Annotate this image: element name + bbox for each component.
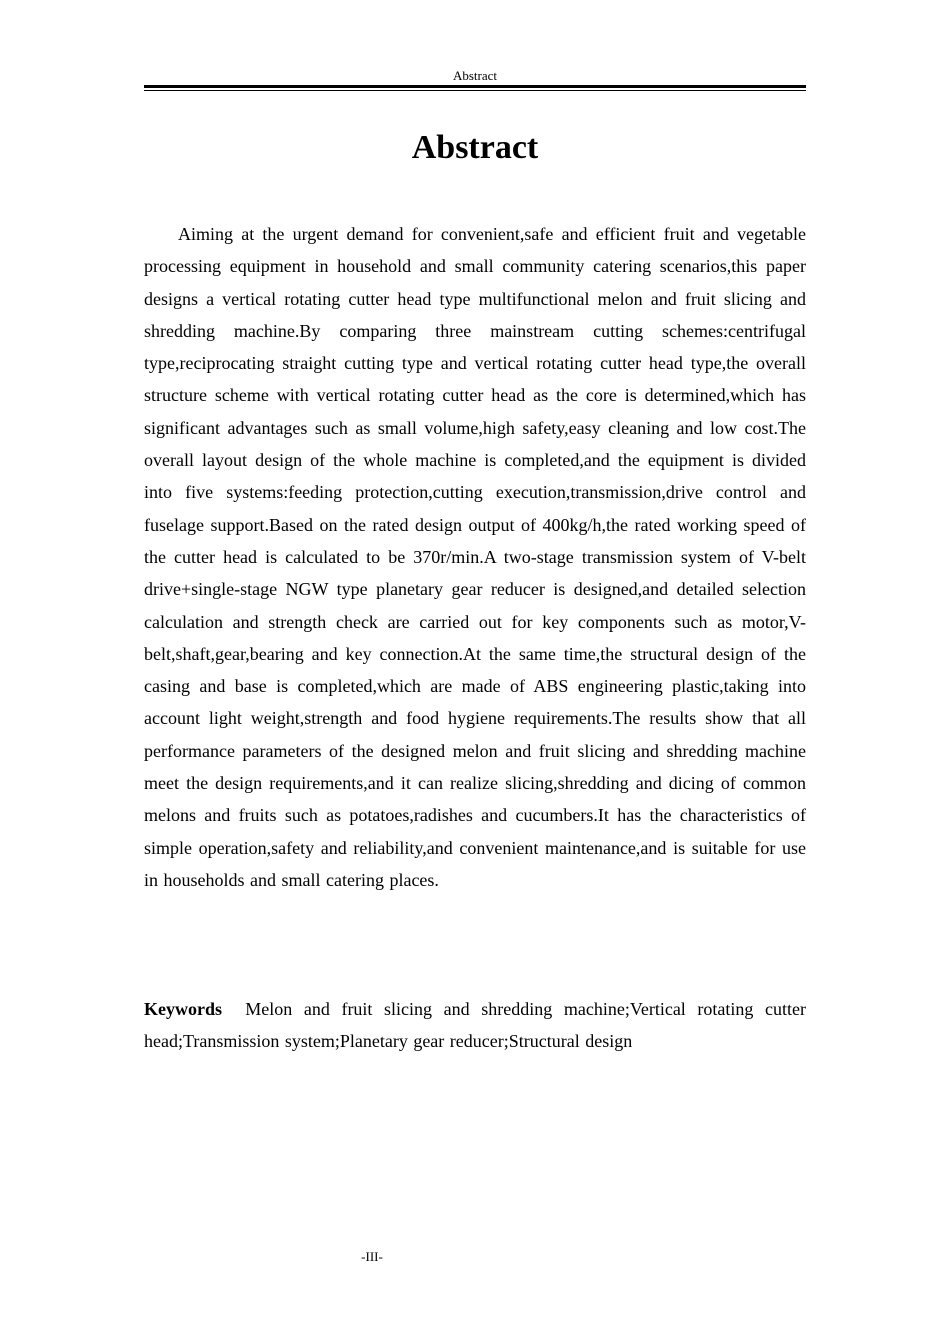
page-title: Abstract — [411, 129, 539, 166]
abstract-body: Aiming at the urgent demand for convenient,safe and efficient fruit and vegetable processing equipment in household and small community catering scenarios,this paper designs a vertical rotating cutter head type multifunctional melon and fruit slicing and shredding machine.By comparing three mainstream cutting schemes:centrifugal type,reciprocating straight cutting type and vertical rotating cutter head type,the overall structure scheme with vertical rotating cutter head as the core is determined,which has significant advantages such as small volume,high safety,easy cleaning and low cost.The overall layout design of the whole machine is completed,and the equipment is divided into five systems:feeding protection,cutting execution,transmission,drive control and fuselage support.Based on the rated design output of 400kg/h,the rated working speed of the cutter head is calculated to be 370r/min.A two-stage transmission system of V-belt drive+single-stage NGW type planetary gear reducer is designed,and detailed selection calculation and strength check are carried out for key components such as motor,V-belt,shaft,gear,bearing and key connection.At the same time,the structural design of the casing and base is completed,which are made of ABS engineering plastic,taking into account light weight,strength and food hygiene requirements.The results show that all performance parameters of the designed melon and fruit slicing and shredding machine meet the design requirements,and it can realize slicing,shredding and dicing of common melons and fruits such as potatoes,radishes and cucumbers.It has the characteristics of simple operation,safety and reliability,and convenient maintenance,and is suitable for use in households and small catering places. — [144, 224, 806, 890]
running-header: Abstract — [452, 68, 498, 83]
keywords-label: Keywords — [144, 999, 222, 1019]
header-rule-thick — [144, 85, 806, 88]
keywords-paragraph — [144, 993, 806, 1058]
page-number: -III- — [361, 1249, 383, 1264]
keywords-text: Melon and fruit slicing and shredding machine;Vertical rotating cutter head;Transmission system;Planetary gear reducer;Structural design — [144, 999, 806, 1052]
header-rule-thin — [144, 90, 806, 91]
